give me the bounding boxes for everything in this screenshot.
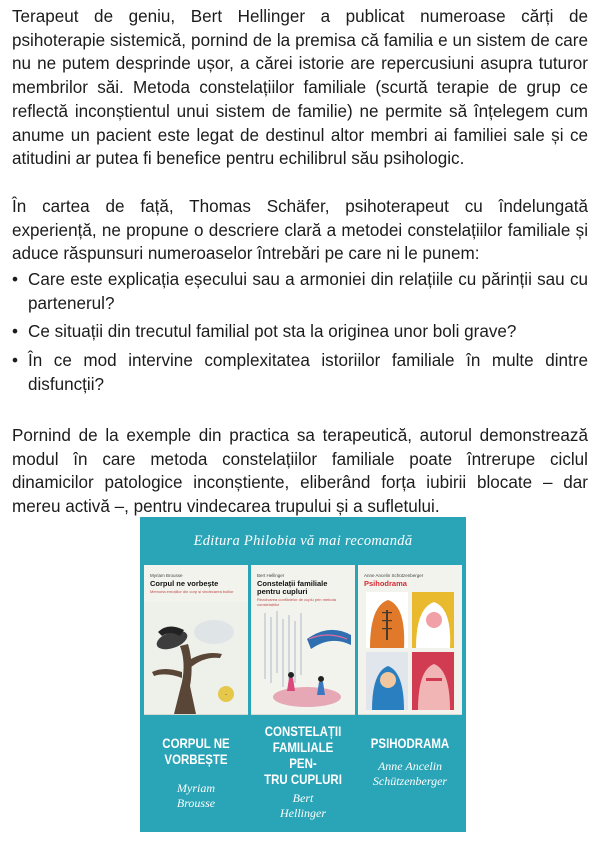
svg-text:•: •	[224, 693, 228, 697]
bullet-icon: •	[12, 351, 18, 371]
book-info	[144, 715, 248, 832]
list-item	[12, 268, 588, 315]
bullet-text: În ce mod intervine complexitatea istoriilor familiale în multe dintre disfuncții?	[28, 351, 588, 394]
cover-author: Myriam Brousse	[150, 573, 183, 578]
question-list	[12, 268, 588, 402]
book-card-psihodrama[interactable]	[358, 565, 462, 832]
book-cover	[358, 565, 462, 715]
bullet-text: Ce situații din trecutul familial pot sta la originea unor boli grave?	[28, 322, 517, 342]
cover-subtitle: Rezolvarea conflictelor de cuplu prin metoda constelațiilor	[257, 597, 336, 607]
cover-author: Anne Ancelin Schützenberger	[364, 573, 424, 578]
cover-title: Corpul ne vorbește	[150, 579, 219, 588]
list-item	[12, 349, 588, 396]
book-info	[251, 715, 355, 832]
cover-title: Psihodrama	[364, 579, 407, 588]
bullet-icon: •	[12, 270, 18, 289]
book-cover	[144, 565, 248, 715]
cover-author: Bert Hellinger	[257, 573, 285, 578]
book-info	[358, 715, 462, 832]
recommendation-panel	[140, 517, 466, 832]
cover-subtitle: Memoria emoțiilor din corp și vindecarea bolilor	[150, 589, 234, 594]
tree-bird-illustration	[144, 602, 248, 714]
recommendation-header: Editura Philobia vă mai recomandă	[193, 532, 413, 549]
book-title: CONSTELAȚII FAMILIALE PEN- TRU CUPLURI	[264, 723, 342, 787]
book-author: Myriam Brousse	[176, 781, 216, 810]
book-title: PSIHODRAMA	[370, 735, 450, 751]
book-author: Anne Ancelin Schützenberger	[372, 759, 448, 788]
four-panel-illustration	[358, 588, 462, 714]
book-cover	[251, 565, 355, 715]
conclusion-paragraph: Pornind de la exemple din practica sa terapeutică, autorul demonstrează modul în care metoda constelațiilor familiale poate întrerupe ciclul dinamicilor patologice inconștiente, eliberând forța iubirii blocate – dar mereu activă –, pentru vindecarea trupului și a sufletului.	[12, 426, 588, 517]
cover-title: Constelații familiale pentru cupluri	[257, 579, 328, 596]
couple-rain-illustration	[251, 609, 355, 714]
book-title: CORPUL NE VORBEȘTE	[162, 735, 230, 767]
bullet-text: Care este explicația eșecului sau a armoniei din relațiile cu părinții sau cu partenerul?	[28, 270, 588, 313]
book-intro-paragraph: În cartea de față, Thomas Schäfer, psihoterapeut cu îndelungată experiență, ne propune o descriere clară a metodei constelațiilor familiale și aduce răspunsuri numeroaselor întrebări pe care ni le punem:	[12, 197, 588, 264]
intro-paragraph: Terapeut de geniu, Bert Hellinger a publicat numeroase cărți de psihoterapie sistemică, pornind de la premisa că familia e un sistem de care nu ne putem desprinde ușor, a cărei istorie are repercusiuni asupra tuturor membrilor săi. Metoda constelațiilor familiale (scurtă terapie de grup ce reflectă inconștientul unui sistem de familie) ne permite să înțelegem cum anume un pacient este legat de destinul altor membri ai familiei sale și ce atitudini ar putea fi benefice pentru echilibrul său psihologic.	[12, 7, 588, 169]
bullet-icon: •	[12, 322, 18, 342]
book-card-corpul-ne-vorbeste[interactable]	[144, 565, 248, 832]
list-item	[12, 320, 588, 344]
book-card-constelatii-familiale[interactable]	[251, 565, 355, 832]
book-author: Bert Hellinger	[280, 791, 326, 820]
